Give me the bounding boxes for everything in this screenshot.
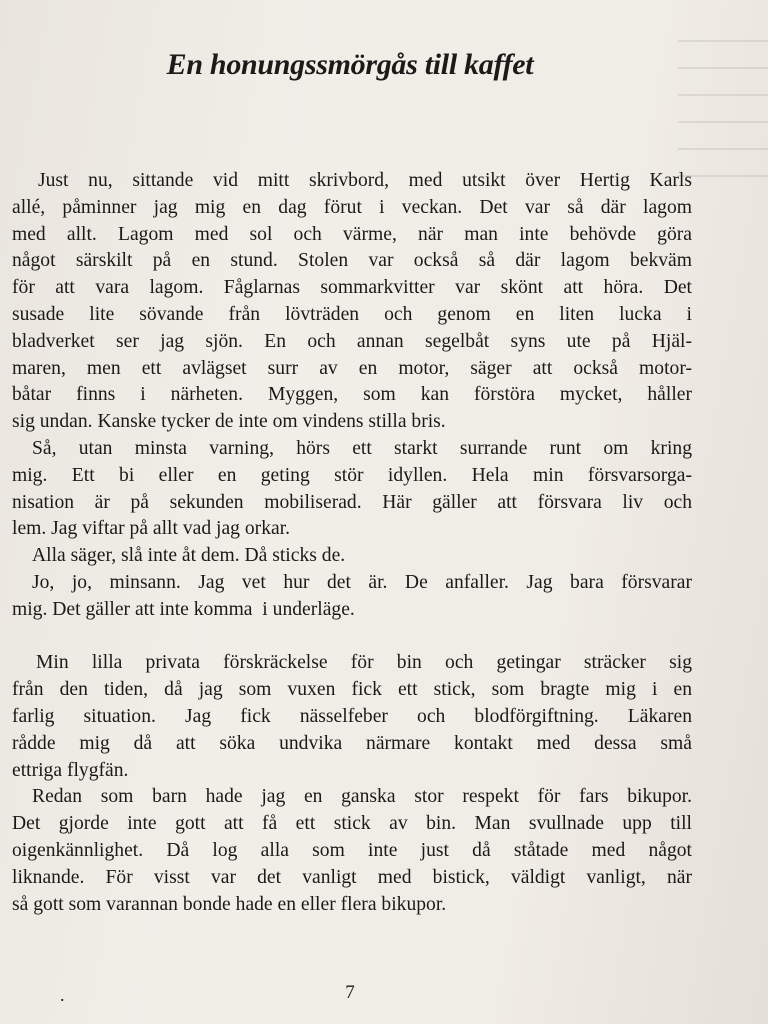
text-line: Min lilla privata förskräckelse för bin och getingar sträcker sig [36,652,692,674]
text-line: Det gjorde inte gott att få ett stick av bin. Man svullnade upp till [12,813,692,835]
text-line: med allt. Lagom med sol och värme, när man inte behövde göra [12,223,692,245]
text-line: bladverket ser jag sjön. En och annan segelbåt syns ute på Hjäl- [12,330,692,352]
text-line: Just nu, sittande vid mitt skrivbord, med utsikt över Hertig Karls [38,170,692,191]
body-text [12,168,692,918]
text-line: Jo, jo, minsann. Jag vet hur det är. De anfaller. Jag bara försvarar [32,571,692,593]
text-line: lem. Jag viftar på allt vad jag orkar. [12,518,291,540]
text-line: så gott som varannan bonde hade en eller flera bikupor. [12,893,447,915]
text-line: för att vara lagom. Fåglarnas sommarkvitter var skönt att höra. Det [12,277,692,299]
text-line: farlig situation. Jag fick nässelfeber och blodförgiftning. Läkaren [12,705,692,727]
text-line: något särskilt på en stund. Stolen var också så där lagom bekväm [12,250,692,272]
footer-mark: . [60,985,65,1005]
text-line: allé, påminner jag mig en dag förut i veckan. Det var så där lagom [12,196,692,218]
text-line: rådde mig då att söka undvika närmare kontakt med dessa små [12,732,692,754]
text-line: susade lite sövande från lövträden och genom en liten lucka i [12,303,692,325]
text-line: sig undan. Kanske tycker de inte om vindens stilla bris. [12,411,446,433]
text-line: nisation är på sekunden mobiliserad. Här gäller att försvara liv och [12,491,692,513]
text-line: båtar finns i närheten. Myggen, som kan förstöra mycket, håller [12,384,692,406]
text-line: från den tiden, då jag som vuxen fick ett stick, som bragte mig i en [12,679,692,701]
text-line: oigenkännlighet. Då log alla som inte just då ståtade med något [12,839,692,861]
text-line: mig. Det gäller att inte komma i underläge. [12,598,355,620]
section-gap [12,624,692,651]
text-line: Redan som barn hade jag en ganska stor respekt för fars bikupor. [32,786,692,808]
text-line: maren, men ett avlägset surr av en motor, säger att också motor- [12,357,692,379]
page-number: 7 [345,982,355,1003]
text-line: liknande. För visst var det vanligt med bistick, väldigt vanligt, när [12,866,692,888]
text-line: Så, utan minsta varning, hörs ett starkt surrande runt om kring [32,437,692,459]
text-line: mig. Ett bi eller en geting stör idyllen. Hela min försvarsorga- [12,464,692,486]
chapter-title: En honungssmörgås till kaffet [166,48,534,81]
text-line: Alla säger, slå inte åt dem. Då sticks de. [32,545,346,567]
text-line: ettriga flygfän. [12,759,129,781]
